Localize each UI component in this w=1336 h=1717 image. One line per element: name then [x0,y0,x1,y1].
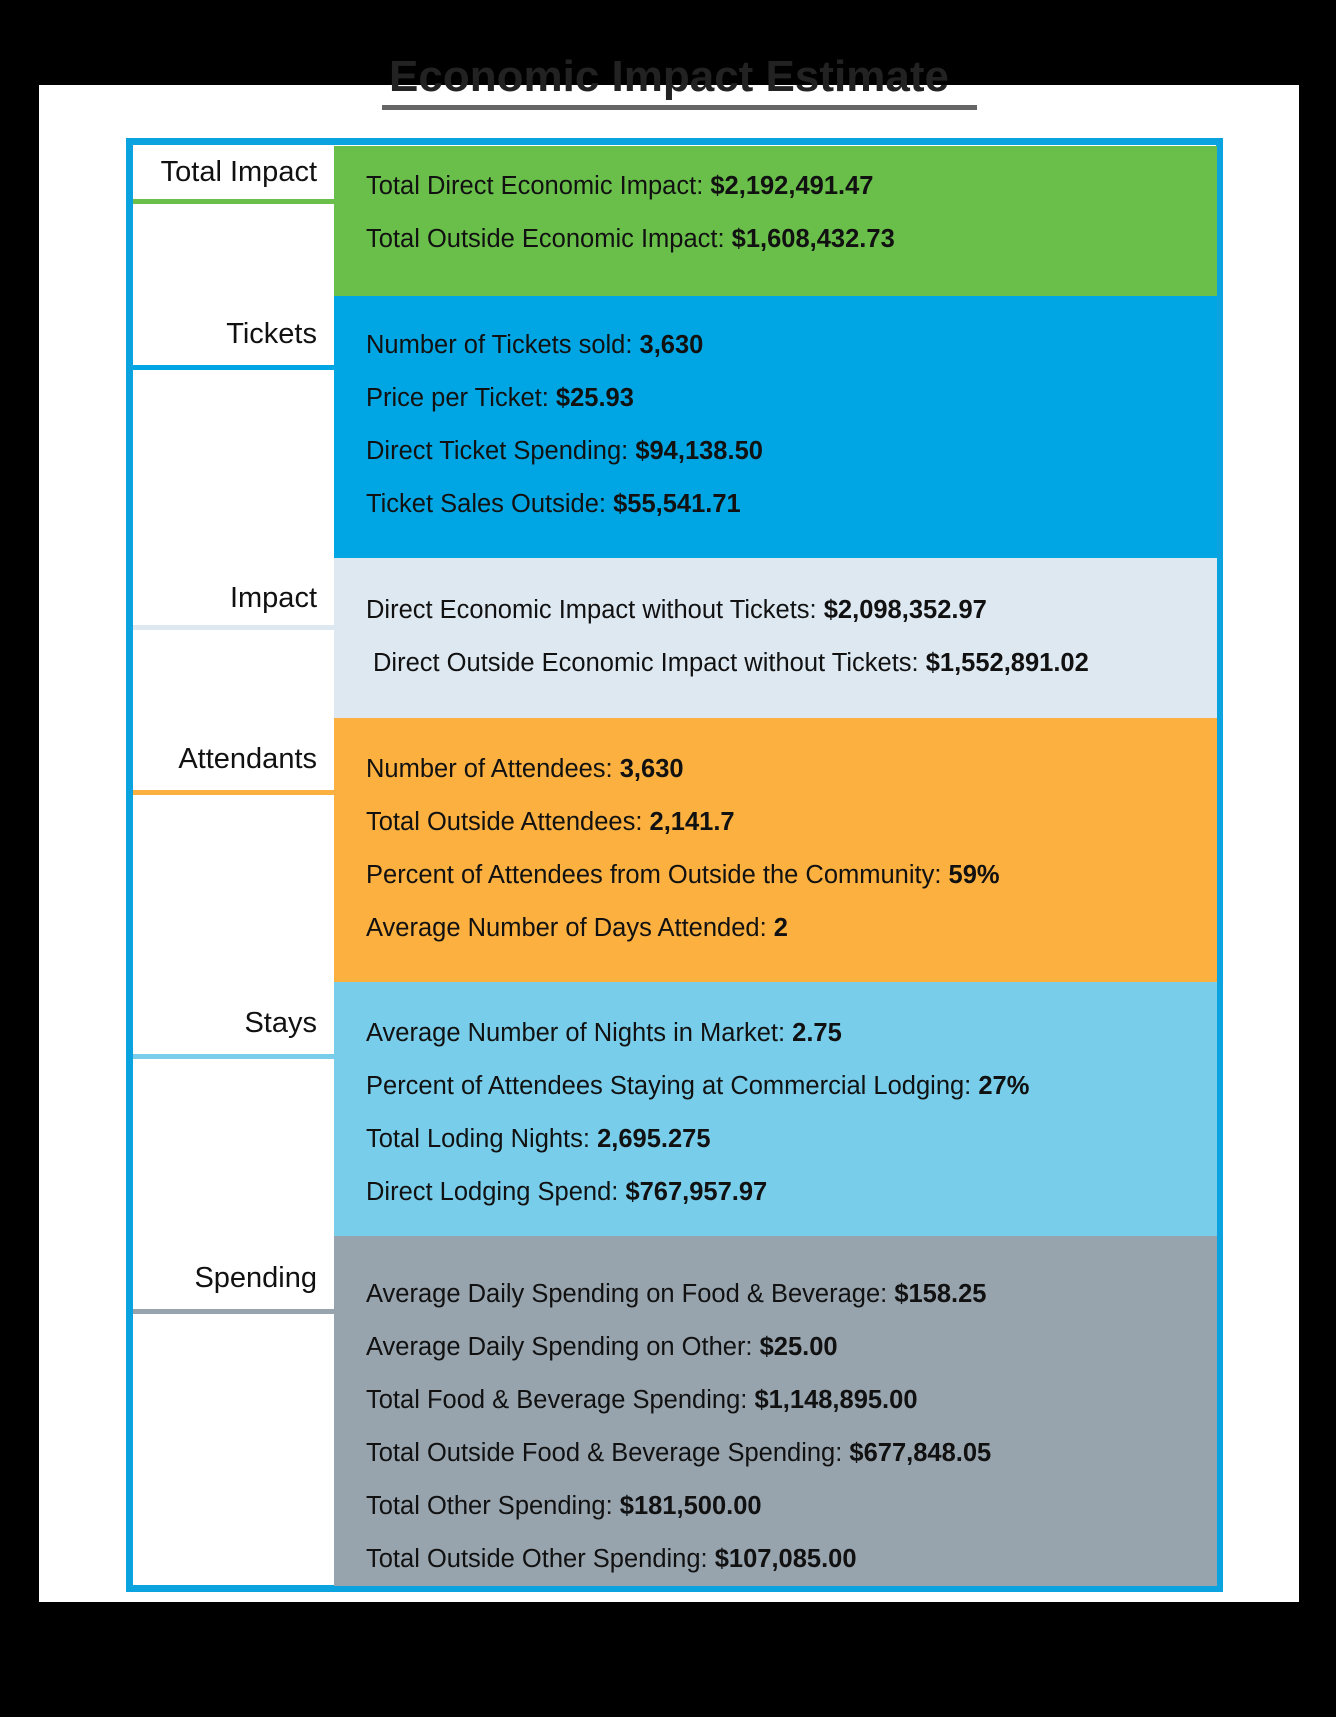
list-item: Direct Lodging Spend: $767,957.97 [366,1178,768,1206]
page-title: Economic Impact Estimate [389,52,949,101]
list-item: Total Other Spending: $181,500.00 [366,1492,762,1520]
list-item: Price per Ticket: $25.93 [366,384,634,412]
section-labels [133,145,334,1585]
list-item: Total Food & Beverage Spending: $1,148,895.00 [366,1386,918,1414]
list-item: Percent of Attendees Staying at Commercial Lodging: 27% [366,1072,1030,1100]
list-item: Average Number of Nights in Market: 2.75 [366,1019,842,1047]
section-label-total-impact: Total Impact [133,145,334,204]
section-label-spending: Spending [133,1247,334,1314]
list-item: Ticket Sales Outside: $55,541.71 [366,490,741,518]
section-label-tickets: Tickets [133,303,334,370]
section-label-impact: Impact [133,571,334,630]
list-item: Number of Tickets sold: 3,630 [366,331,704,359]
list-item: Total Loding Nights: 2,695.275 [366,1125,711,1153]
list-item: Direct Ticket Spending: $94,138.50 [366,437,763,465]
tickets-band [334,296,1217,558]
list-item: Average Daily Spending on Other: $25.00 [366,1333,838,1361]
document-page [39,52,1299,1602]
list-item: Percent of Attendees from Outside the Community: 59% [366,861,1000,889]
impact-band [334,558,1217,718]
section-label-attendants: Attendants [133,728,334,795]
list-item: Average Number of Days Attended: 2 [366,914,788,942]
list-item: Total Outside Other Spending: $107,085.00 [366,1545,857,1573]
list-item: Number of Attendees: 3,630 [366,755,684,783]
attendants-band [334,718,1217,982]
estimate-frame [126,138,1223,1592]
list-item: Total Outside Attendees: 2,141.7 [366,808,735,836]
list-item: Average Daily Spending on Food & Beverage: $158.25 [366,1280,987,1308]
spending-band [334,1236,1217,1586]
list-item: Total Outside Food & Beverage Spending: $677,848.05 [366,1439,992,1467]
title-underline [382,105,977,110]
section-label-stays: Stays [133,992,334,1059]
stays-band [334,982,1217,1236]
total-impact-band [334,146,1217,296]
list-item: Total Direct Economic Impact: $2,192,491.47 [366,172,874,200]
list-item: Direct Economic Impact without Tickets: $2,098,352.97 [366,596,987,624]
list-item: Total Outside Economic Impact: $1,608,432.73 [366,225,895,253]
list-item: Direct Outside Economic Impact without Tickets: $1,552,891.02 [373,649,1089,677]
